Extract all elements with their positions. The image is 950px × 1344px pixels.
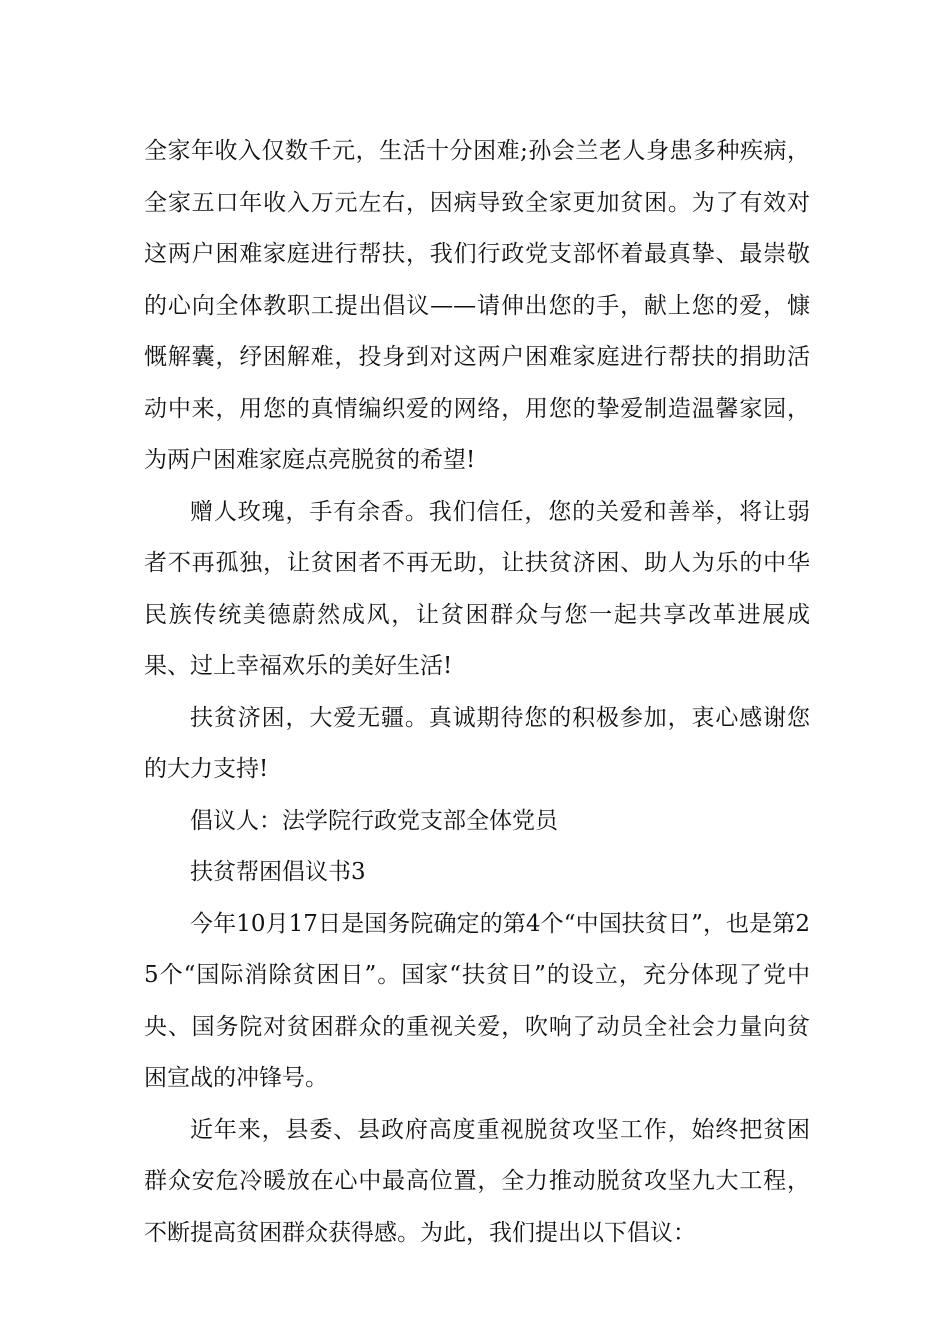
paragraph-proposer: 倡议人：法学院行政党支部全体党员 [190,807,558,834]
section-heading: 扶贫帮困倡议书3 [190,859,366,885]
document-body [144,126,810,1259]
paragraph-poverty-day: 今年10月17日是国务院确定的第4个“中国扶贫日”，也是第25个“国际消除贫困日”。国家“扶贫日”的设立，充分体现了党中央、国务院对贫困群众的重视关爱，吹响了动员全社会力量向贫困宣战的冲锋号。 [144,910,810,1091]
paragraph-roses: 赠人玫瑰，手有余香。我们信任，您的关爱和善举，将让弱者不再孤独，让贫困者不再无助，让扶贫济困、助人为乐的中华民族传统美德蔚然成风，让贫困群众与您一起共享改革进展成果、过上幸福欢乐的美好生活! [144,498,810,679]
paragraph-poverty-relief: 扶贫济困，大爱无疆。真诚期待您的积极参加，衷心感谢您的大力支持! [144,704,810,782]
paragraph-recent-years: 近年来，县委、县政府高度重视脱贫攻坚工作，始终把贫困群众安危冷暖放在心中最高位置，全力推动脱贫攻坚九大工程，不断提高贫困群众获得感。为此，我们提出以下倡议： [144,1116,810,1246]
paragraph-continuation: 全家年收入仅数千元，生活十分困难;孙会兰老人身患多种疾病，全家五口年收入万元左右，因病导致全家更加贫困。为了有效对这两户困难家庭进行帮扶，我们行政党支部怀着最真挚、最崇敬的心向全体教职工提出倡议——请伸出您的手，献上您的爱，慷慨解囊，纾困解难，投身到对这两户困难家庭进行帮扶的捐助活动中来，用您的真情编织爱的网络，用您的挚爱制造温馨家园，为两户困难家庭点亮脱贫的希望! [144,138,810,473]
